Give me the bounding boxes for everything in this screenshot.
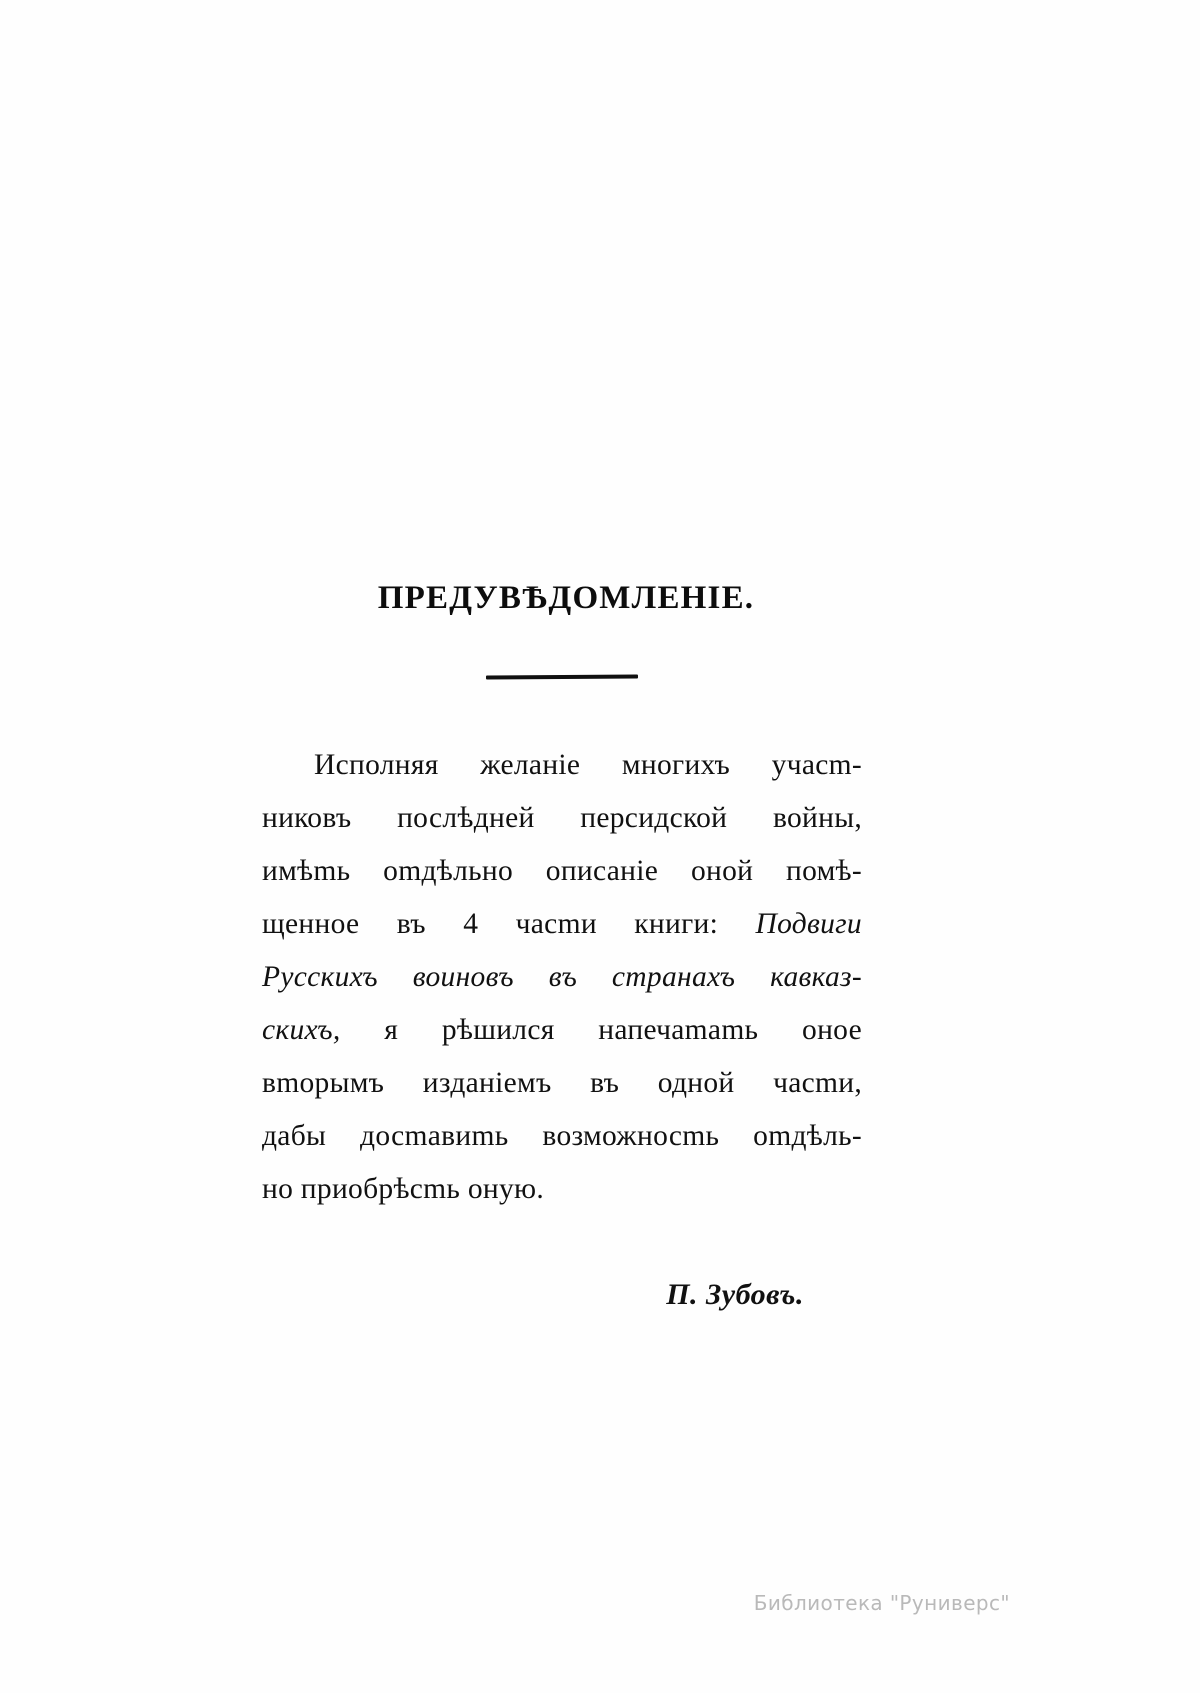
preface-paragraph <box>262 739 862 1216</box>
paragraph-line: дабы досmавиmь возможносmь оmдѣль- <box>262 1120 862 1152</box>
paragraph-line-with-title <box>262 1004 862 1057</box>
divider <box>262 675 862 679</box>
horizontal-rule-icon <box>486 675 638 680</box>
paragraph-line: никовъ послѣдней персидской войны, <box>262 802 862 834</box>
cited-title-part: Подвиги <box>755 908 862 940</box>
author-signature: П. Зубовъ. <box>666 1278 804 1311</box>
paragraph-line: вmорымъ изданіемъ въ одной часmи, <box>262 1067 862 1099</box>
paragraph-line: имѣmь оmдѣльно описаніе оной помѣ- <box>262 855 862 887</box>
page-content <box>262 580 862 1312</box>
paragraph-line-text: я рѣшился напечаmаmь оное <box>384 1014 862 1046</box>
cited-title-part: скихъ, <box>262 1014 341 1046</box>
paragraph-line-text: щенное въ 4 часmи книги: <box>262 908 756 940</box>
paragraph-line: Исполняя желаніе многихъ учасm- <box>314 749 862 781</box>
page-title: ПРЕДУВѢДОМЛЕНІЕ. <box>377 580 755 616</box>
paragraph-line-with-title <box>262 898 862 951</box>
cited-title-part: Русскихъ воиновъ въ странахъ кавказ- <box>262 961 862 993</box>
library-watermark: Библиотека "Руниверс" <box>753 1591 1010 1615</box>
paragraph-line: но приобрѣсmь оную. <box>262 1173 545 1205</box>
